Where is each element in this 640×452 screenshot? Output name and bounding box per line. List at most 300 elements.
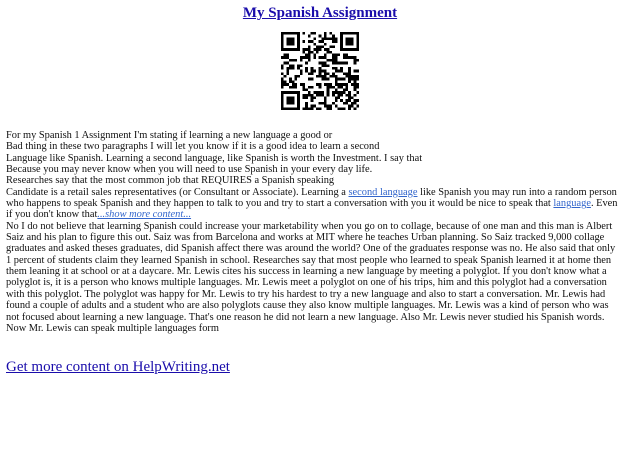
qr-module: [292, 40, 295, 43]
qr-module: [340, 94, 343, 97]
qr-module: [354, 48, 357, 51]
qr-module: [332, 40, 335, 43]
qr-module: [286, 40, 289, 43]
qr-module: [297, 48, 300, 51]
qr-module: [324, 35, 327, 38]
qr-module: [327, 51, 330, 54]
qr-module: [346, 88, 349, 91]
qr-module: [329, 86, 332, 89]
qr-module: [356, 83, 359, 86]
paragraph-2: [6, 187, 622, 221]
qr-module: [289, 67, 292, 70]
page-title: [0, 5, 640, 22]
qr-module: [284, 48, 287, 51]
qr-module: [305, 94, 308, 97]
qr-module: [311, 67, 314, 70]
qr-module: [281, 67, 284, 70]
qr-module: [348, 43, 351, 46]
qr-module: [343, 62, 346, 65]
qr-module: [297, 97, 300, 100]
qr-module: [294, 107, 297, 110]
qr-module: [292, 32, 295, 35]
qr-module: [340, 99, 343, 102]
qr-module: [316, 94, 319, 97]
qr-module: [324, 97, 327, 100]
qr-module: [332, 59, 335, 62]
qr-module: [354, 56, 357, 59]
qr-module: [340, 83, 343, 86]
qr-module: [289, 102, 292, 105]
qr-module: [343, 88, 346, 91]
qr-module: [346, 54, 349, 57]
qr-module: [329, 105, 332, 108]
qr-module: [300, 83, 303, 86]
qr-module: [340, 37, 343, 40]
qr-module: [319, 102, 322, 105]
qr-module: [340, 91, 343, 94]
qr-module: [281, 40, 284, 43]
qr-module: [297, 102, 300, 105]
qr-module: [319, 70, 322, 73]
qr-module: [305, 56, 308, 59]
qr-module: [340, 67, 343, 70]
qr-module: [332, 56, 335, 59]
qr-module: [332, 45, 335, 48]
qr-module: [297, 40, 300, 43]
qr-module: [313, 70, 316, 73]
qr-module: [281, 99, 284, 102]
qr-module: [311, 40, 314, 43]
qr-module: [319, 91, 322, 94]
qr-module: [356, 91, 359, 94]
qr-module: [286, 91, 289, 94]
qr-module: [319, 94, 322, 97]
qr-module: [316, 51, 319, 54]
qr-module: [311, 94, 314, 97]
qr-module: [324, 70, 327, 73]
qr-module: [337, 107, 340, 110]
qr-module: [340, 48, 343, 51]
qr-module: [332, 94, 335, 97]
qr-module: [286, 83, 289, 86]
qr-module: [327, 105, 330, 108]
qr-module: [327, 37, 330, 40]
qr-module: [340, 107, 343, 110]
qr-module: [292, 97, 295, 100]
qr-module: [292, 86, 295, 89]
qr-module: [356, 105, 359, 108]
qr-module: [292, 91, 295, 94]
qr-module: [286, 48, 289, 51]
qr-module: [297, 37, 300, 40]
qr-module: [332, 72, 335, 75]
get-more-content-link[interactable]: Get more content on HelpWriting.net: [6, 359, 230, 375]
body-line: For my Spanish 1 Assignment I'm stating if learning a new language a good or: [6, 130, 333, 141]
qr-module: [351, 32, 354, 35]
qr-module: [281, 32, 284, 35]
qr-module: [294, 83, 297, 86]
qr-module: [321, 40, 324, 43]
qr-module: [319, 35, 322, 38]
qr-module: [305, 54, 308, 57]
qr-module: [335, 59, 338, 62]
qr-module: [348, 40, 351, 43]
qr-module: [297, 32, 300, 35]
qr-module: [281, 64, 284, 67]
qr-module: [305, 48, 308, 51]
qr-module: [321, 78, 324, 81]
qr-module: [297, 43, 300, 46]
qr-module: [343, 91, 346, 94]
qr-module: [346, 99, 349, 102]
para2-text-a: Candidate is a retail sales representatives (or Consultant or Associate). Learning a: [6, 186, 349, 198]
language-link[interactable]: language: [553, 198, 591, 210]
qr-module: [286, 37, 289, 40]
qr-module: [284, 80, 287, 83]
qr-module: [343, 102, 346, 105]
qr-module: [297, 45, 300, 48]
qr-module: [305, 102, 308, 105]
qr-module: [321, 56, 324, 59]
qr-module: [340, 43, 343, 46]
qr-module: [284, 91, 287, 94]
qr-module: [343, 107, 346, 110]
qr-module: [346, 86, 349, 89]
qr-module: [311, 105, 314, 108]
qr-module: [316, 45, 319, 48]
qr-module: [308, 107, 311, 110]
qr-module: [303, 94, 306, 97]
qr-module: [354, 88, 357, 91]
qr-module: [356, 32, 359, 35]
qr-module: [297, 67, 300, 70]
qr-module: [348, 97, 351, 100]
qr-module: [340, 40, 343, 43]
qr-module: [297, 75, 300, 78]
qr-module: [284, 54, 287, 57]
qr-module: [311, 86, 314, 89]
qr-module: [327, 59, 330, 62]
qr-module: [348, 94, 351, 97]
show-more-link[interactable]: ...show more content...: [97, 209, 192, 221]
qr-module: [289, 80, 292, 83]
qr-module: [286, 32, 289, 35]
qr-module: [281, 80, 284, 83]
qr-module: [300, 64, 303, 67]
qr-module: [346, 32, 349, 35]
qr-module: [297, 91, 300, 94]
qr-module: [332, 102, 335, 105]
qr-module: [289, 48, 292, 51]
qr-module: [337, 97, 340, 100]
qr-module: [354, 86, 357, 89]
qr-module: [335, 40, 338, 43]
qr-module: [313, 37, 316, 40]
qr-module: [348, 75, 351, 78]
qr-module: [335, 91, 338, 94]
body-line: Researches say that the most common job that REQUIRES a Spanish speaking: [6, 175, 335, 187]
qr-module: [308, 51, 311, 54]
qr-module: [281, 94, 284, 97]
qr-module: [305, 97, 308, 100]
qr-module: [316, 48, 319, 51]
qr-module: [346, 75, 349, 78]
qr-module: [311, 97, 314, 100]
qr-module: [329, 51, 332, 54]
qr-module: [340, 62, 343, 65]
qr-module: [286, 54, 289, 57]
qr-module: [281, 78, 284, 81]
qr-module: [324, 48, 327, 51]
qr-module: [343, 78, 346, 81]
qr-module: [313, 97, 316, 100]
title-link[interactable]: My Spanish Assignment: [242, 5, 398, 21]
qr-module: [292, 48, 295, 51]
qr-module: [319, 107, 322, 110]
qr-module: [308, 78, 311, 81]
qr-module: [303, 48, 306, 51]
qr-module: [327, 78, 330, 81]
qr-module: [346, 72, 349, 75]
qr-module: [337, 91, 340, 94]
qr-module: [311, 99, 314, 102]
qr-module: [321, 62, 324, 65]
qr-module: [284, 56, 287, 59]
qr-module: [351, 102, 354, 105]
qr-module: [348, 80, 351, 83]
qr-module: [340, 86, 343, 89]
qr-module: [281, 43, 284, 46]
qr-module: [346, 56, 349, 59]
qr-module: [303, 32, 306, 35]
qr-module: [289, 97, 292, 100]
qr-module: [354, 75, 357, 78]
qr-module: [311, 72, 314, 75]
qr-module: [289, 32, 292, 35]
qr-module: [308, 94, 311, 97]
qr-module: [308, 56, 311, 59]
qr-module: [329, 45, 332, 48]
qr-module: [321, 94, 324, 97]
qr-module: [303, 40, 306, 43]
qr-module: [324, 32, 327, 35]
qr-module: [297, 35, 300, 38]
qr-module: [335, 75, 338, 78]
qr-module: [348, 32, 351, 35]
qr-module: [340, 35, 343, 38]
qr-module: [356, 86, 359, 89]
qr-module: [346, 94, 349, 97]
qr-module: [284, 75, 287, 78]
qr-module: [281, 56, 284, 59]
qr-module: [351, 83, 354, 86]
qr-module: [289, 91, 292, 94]
qr-module: [348, 67, 351, 70]
qr-module: [351, 56, 354, 59]
qr-module: [337, 86, 340, 89]
qr-module: [289, 37, 292, 40]
qr-module: [281, 35, 284, 38]
qr-module: [327, 83, 330, 86]
qr-module: [335, 54, 338, 57]
qr-module: [332, 35, 335, 38]
qr-module: [281, 105, 284, 108]
qr-module: [335, 56, 338, 59]
qr-module: [351, 97, 354, 100]
qr-module: [311, 107, 314, 110]
qr-module: [289, 59, 292, 62]
qr-module: [316, 107, 319, 110]
qr-module: [284, 83, 287, 86]
qr-module: [294, 32, 297, 35]
qr-module: [319, 67, 322, 70]
qr-module: [324, 102, 327, 105]
qr-module: [348, 107, 351, 110]
qr-module: [313, 56, 316, 59]
qr-module: [351, 105, 354, 108]
qr-module: [348, 105, 351, 108]
qr-module: [311, 32, 314, 35]
qr-module: [281, 83, 284, 86]
qr-module: [327, 48, 330, 51]
qr-module: [319, 48, 322, 51]
qr-module: [300, 59, 303, 62]
qr-module: [324, 83, 327, 86]
qr-module: [321, 102, 324, 105]
qr-module: [346, 40, 349, 43]
qr-module: [313, 54, 316, 57]
qr-module: [335, 37, 338, 40]
qr-module: [303, 107, 306, 110]
qr-module: [354, 62, 357, 65]
qr-module: [292, 107, 295, 110]
qr-module: [324, 72, 327, 75]
qr-module: [321, 70, 324, 73]
qr-module: [281, 45, 284, 48]
qr-module: [324, 37, 327, 40]
qr-module: [286, 102, 289, 105]
qr-module: [313, 43, 316, 46]
qr-module: [308, 45, 311, 48]
qr-module: [332, 75, 335, 78]
qr-module: [343, 83, 346, 86]
para2-text-b: like Spanish you may run into a random person who happens to speak Spanish and they happen to talk to you and try to start a conversation with you it would be nice to speak that: [6, 186, 617, 210]
qr-module: [281, 97, 284, 100]
qr-module: [294, 78, 297, 81]
qr-module: [305, 105, 308, 108]
qr-module: [354, 32, 357, 35]
qr-module: [289, 86, 292, 89]
qr-module: [354, 70, 357, 73]
qr-module: [286, 72, 289, 75]
qr-module: [319, 45, 322, 48]
qr-module: [292, 64, 295, 67]
qr-module: [286, 43, 289, 46]
qr-module: [308, 86, 311, 89]
qr-module: [351, 43, 354, 46]
qr-module: [354, 83, 357, 86]
qr-module: [292, 80, 295, 83]
qr-module: [354, 78, 357, 81]
qr-module: [303, 88, 306, 91]
qr-module: [354, 80, 357, 83]
qr-module: [343, 54, 346, 57]
qr-module: [335, 78, 338, 81]
qr-module: [356, 43, 359, 46]
qr-module: [337, 78, 340, 81]
qr-module: [292, 37, 295, 40]
qr-module: [311, 70, 314, 73]
qr-module: [327, 88, 330, 91]
qr-module: [354, 59, 357, 62]
qr-module: [289, 43, 292, 46]
qr-module: [332, 91, 335, 94]
qr-module: [356, 78, 359, 81]
qr-module: [319, 75, 322, 78]
qr-module: [329, 75, 332, 78]
qr-module: [303, 51, 306, 54]
qr-module: [297, 107, 300, 110]
qr-module: [297, 105, 300, 108]
qr-module: [356, 40, 359, 43]
qr-module: [335, 97, 338, 100]
qr-module: [286, 67, 289, 70]
qr-module: [289, 107, 292, 110]
qr-module: [343, 56, 346, 59]
qr-module: [346, 62, 349, 65]
footer: [6, 359, 230, 376]
qr-module: [281, 72, 284, 75]
qr-module: [332, 67, 335, 70]
qr-module: [348, 99, 351, 102]
qr-module: [356, 75, 359, 78]
body-line: Because you may never know when you will need to use Spanish in your every day life.: [6, 164, 373, 176]
qr-module: [327, 86, 330, 89]
qr-module: [303, 83, 306, 86]
qr-module: [356, 99, 359, 102]
qr-module: [351, 40, 354, 43]
qr-module: [332, 62, 335, 65]
qr-module: [292, 102, 295, 105]
qr-module: [319, 72, 322, 75]
second-language-link[interactable]: second language: [348, 186, 418, 198]
qr-module: [308, 35, 311, 38]
qr-module: [335, 105, 338, 108]
qr-module: [313, 48, 316, 51]
qr-module: [303, 86, 306, 89]
qr-module: [335, 83, 338, 86]
qr-module: [289, 78, 292, 81]
qr-module: [305, 107, 308, 110]
qr-module: [356, 70, 359, 73]
qr-module: [335, 80, 338, 83]
qr-module: [321, 75, 324, 78]
qr-module: [311, 78, 314, 81]
qr-module: [354, 94, 357, 97]
qr-module: [319, 83, 322, 86]
qr-module: [335, 62, 338, 65]
qr-module: [321, 37, 324, 40]
qr-module: [300, 72, 303, 75]
qr-module: [348, 72, 351, 75]
qr-module: [300, 56, 303, 59]
qr-module: [308, 72, 311, 75]
para2-text-c: . Even if you don't know that: [6, 198, 618, 221]
qr-module: [305, 88, 308, 91]
qr-module: [294, 91, 297, 94]
qr-module: [281, 86, 284, 89]
qr-module: [313, 105, 316, 108]
